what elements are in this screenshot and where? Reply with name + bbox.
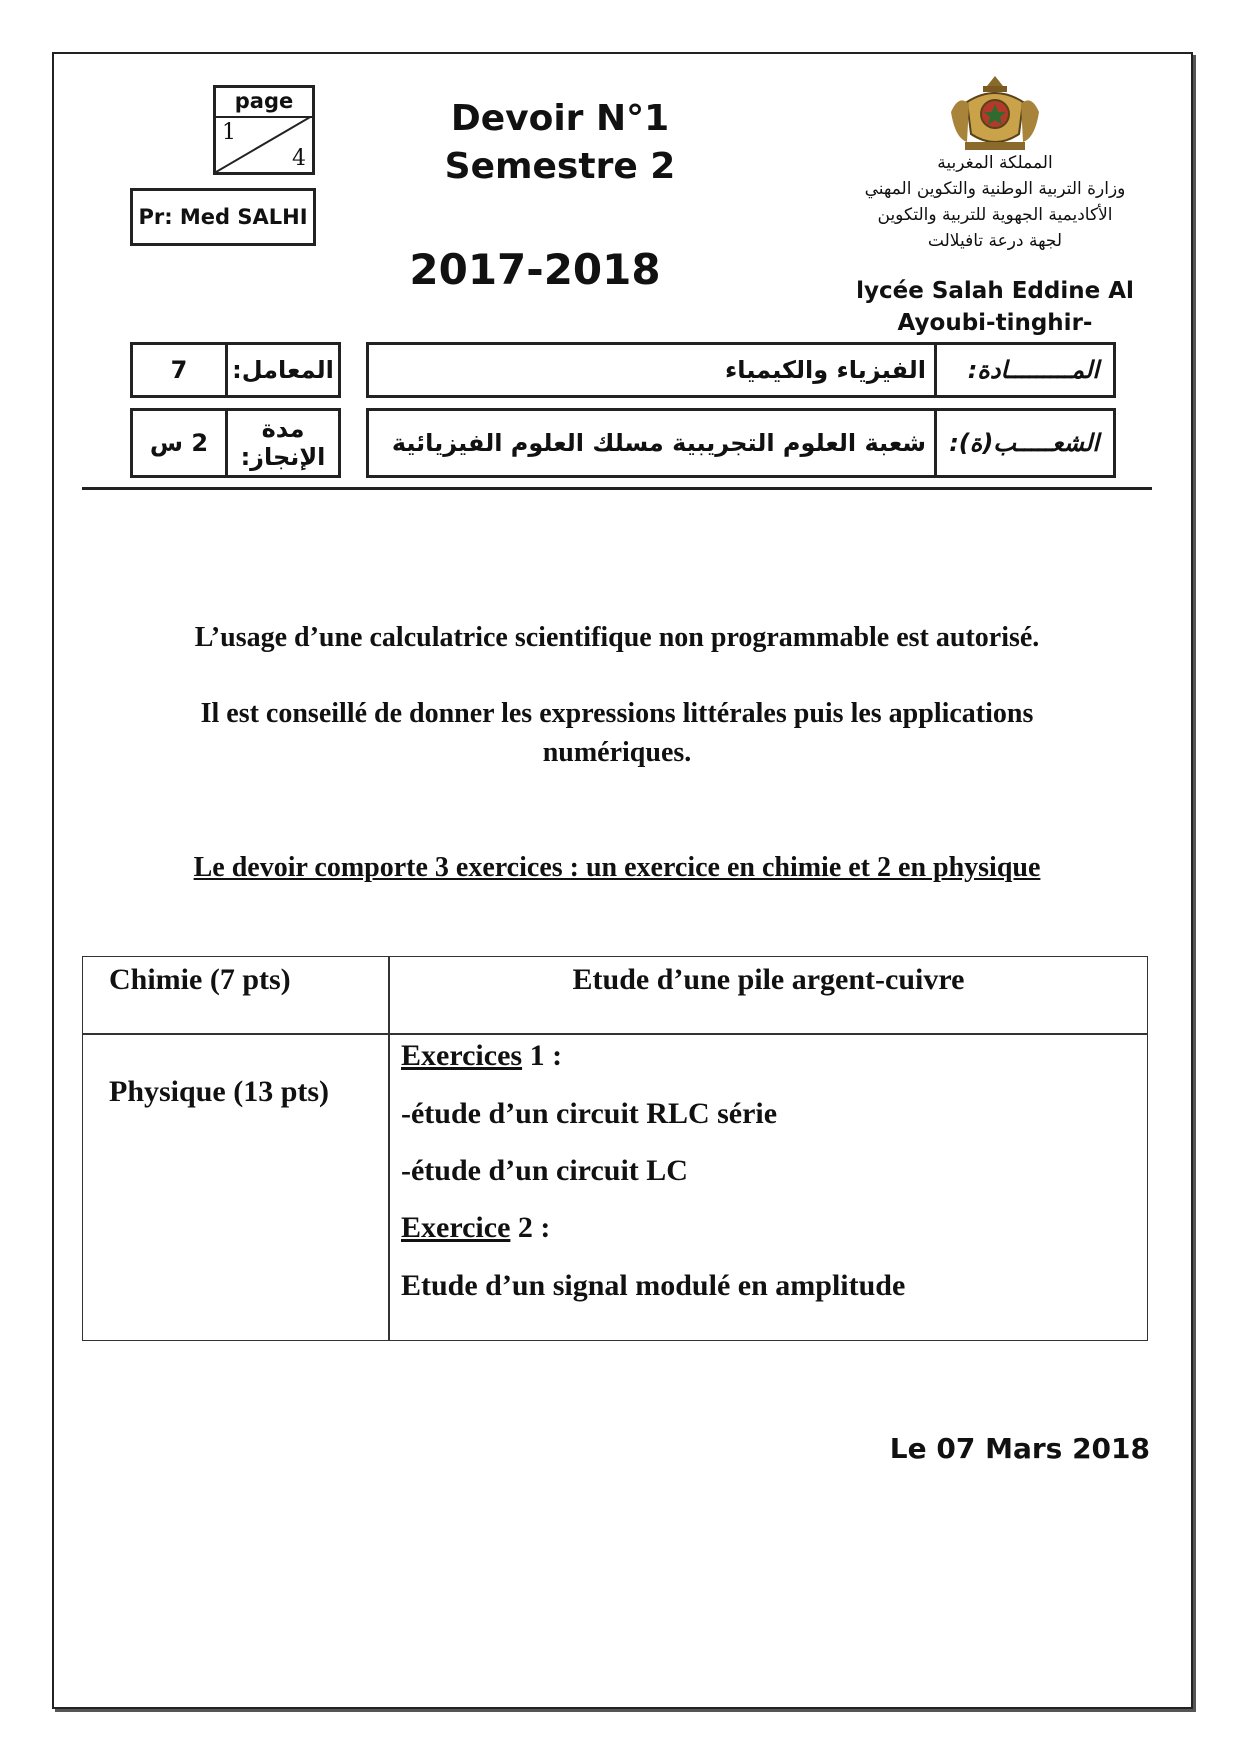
kingdom-line: المملكة المغربية [937,153,1053,173]
exercise-2-number: 2 : [510,1211,551,1244]
branch-value: شعبة العلوم التجريبية مسلك العلوم الفيزيائية [366,408,937,478]
coefficient-value: 7 [130,342,228,398]
exercise-1-item-lc: -étude d’un circuit LC [401,1154,688,1187]
school-year: 2017-2018 [409,245,661,294]
page-number-box [213,85,315,175]
exercise-1-heading [401,1039,562,1073]
duration-value: 2 س [130,408,228,478]
title-line-2: Semestre 2 [444,146,676,187]
header-divider [82,487,1152,490]
page-current: 1 [222,120,236,145]
ministry-line: وزارة التربية الوطنية والتكوين المهني [864,179,1126,199]
duration-label-line-2: الإنجاز: [240,443,326,471]
exercise-1-title: Exercices [401,1039,523,1072]
title-line-1: Devoir N°1 [450,98,670,139]
advice-note [82,694,1152,772]
page-label: page [216,88,312,118]
school-line-2: Ayoubi-tinghir- [897,310,1093,336]
duration-label-line-1: مدة [261,415,305,443]
exam-title [420,95,700,191]
academy-line: الأكاديمية الجهوية للتربية والتكوين [877,205,1113,225]
advice-line-1: Il est conseillé de donner les expressions littérales puis les applications [200,698,1034,729]
subject-label: المـــــــــادة: [934,342,1116,398]
subject-value: الفيزياء والكيمياء [366,342,937,398]
table-vertical-divider [388,957,390,1340]
table-horizontal-divider [83,1033,1147,1035]
chemistry-label: Chimie (7 pts) [109,963,291,996]
school-name [840,275,1150,339]
branch-label: الشعـــــب(ة): [934,408,1116,478]
exercise-1-item-rlc: -étude d’un circuit RLC série [401,1097,778,1130]
page-total: 4 [292,146,306,171]
exercise-2-title: Exercice [401,1211,511,1244]
physics-label: Physique (13 pts) [109,1075,330,1108]
professor-name: Pr: Med SALHI [130,188,316,246]
exam-date: Le 07 Mars 2018 [889,1432,1150,1465]
duration-label [225,408,341,478]
exercise-2-item-am: Etude d’un signal modulé en amplitude [401,1269,906,1302]
advice-line-2: numériques. [542,737,692,768]
exercise-1-number: 1 : [522,1039,563,1072]
exercise-2-heading [401,1211,550,1245]
school-line-1: lycée Salah Eddine Al [856,278,1134,304]
royal-emblem-icon [945,72,1045,154]
chemistry-topic: Etude d’une pile argent-cuivre [572,963,965,996]
exercise-table [82,956,1148,1341]
coefficient-label: المعامل: [225,342,341,398]
calculator-note: L’usage d’une calculatrice scientifique non programmable est autorisé. [194,622,1040,653]
structure-note: Le devoir comporte 3 exercices : un exercice en chimie et 2 en physique [193,852,1041,883]
region-line: لجهة درعة تافيلالت [927,231,1063,251]
ministry-header [820,150,1170,254]
